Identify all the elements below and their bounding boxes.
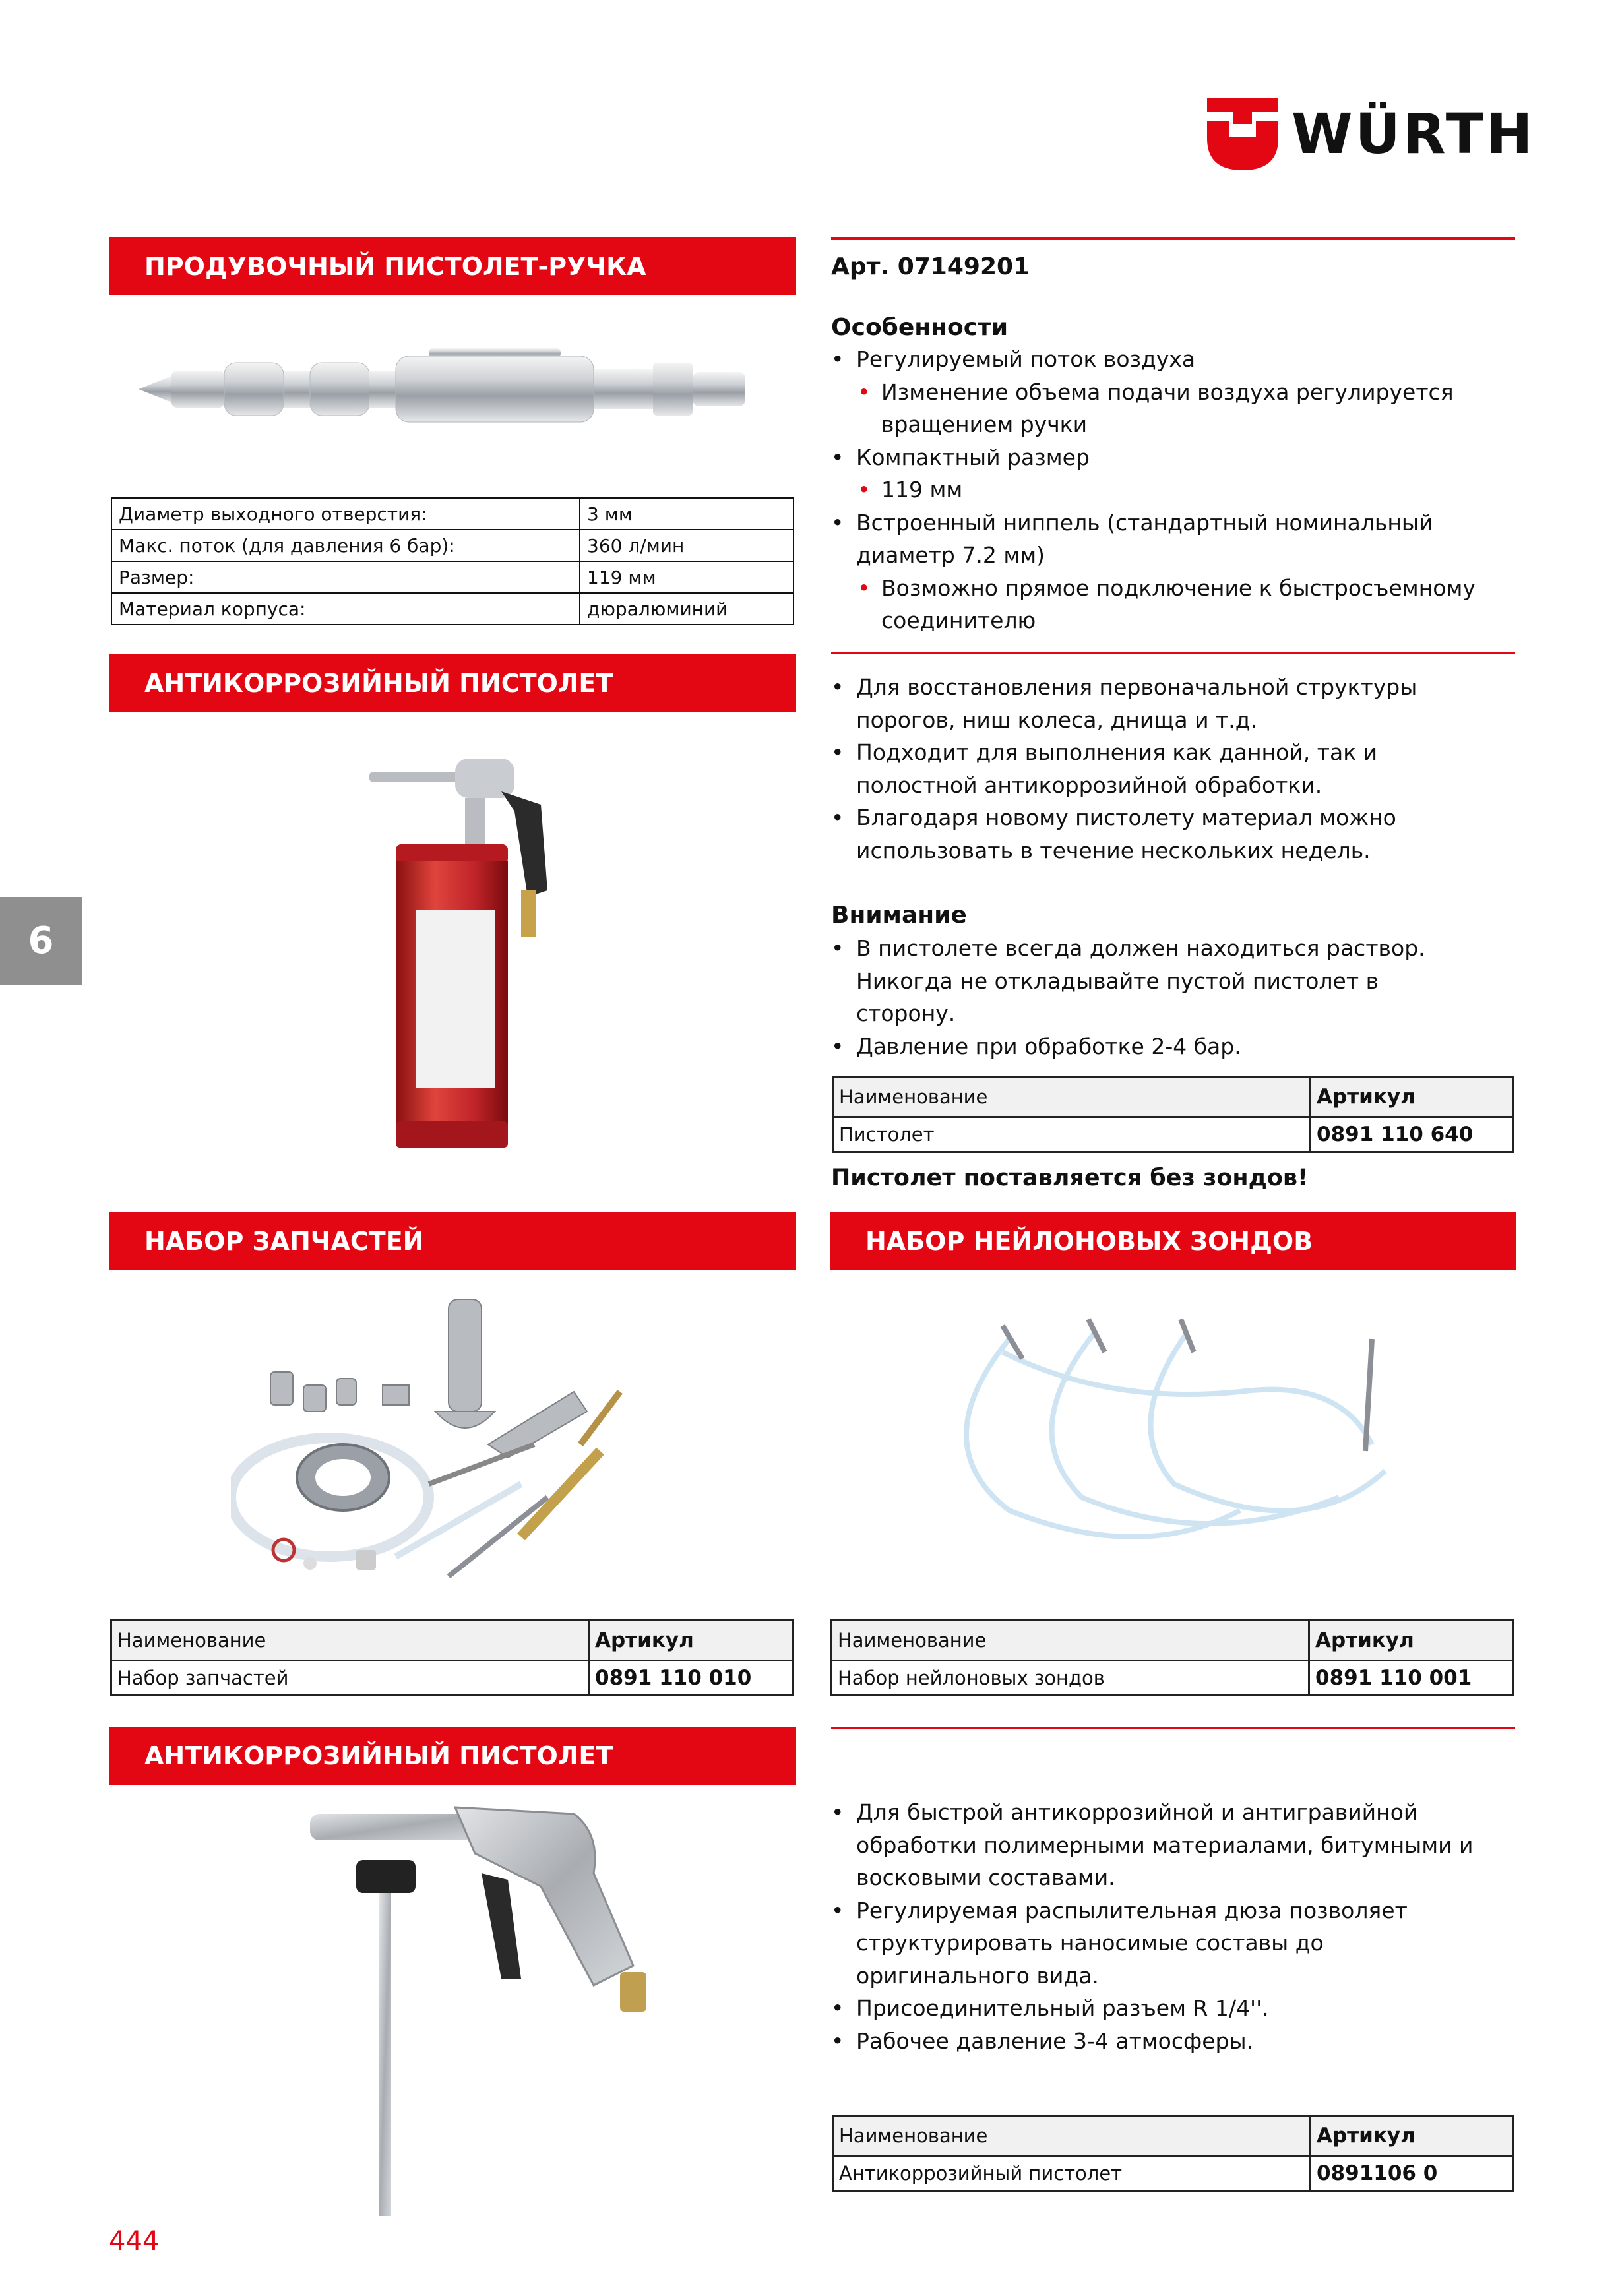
product-article: 0891 110 001 <box>1309 1661 1514 1696</box>
spec-label: Материал корпуса: <box>111 593 580 625</box>
spec-value: 360 л/мин <box>580 530 793 561</box>
table-row <box>833 1077 1514 1117</box>
features-list <box>831 343 1510 637</box>
section-tab: 6 <box>0 897 82 985</box>
spec-value: дюралюминий <box>580 593 793 625</box>
table-row <box>832 1621 1514 1661</box>
column-header-name: Наименование <box>832 1621 1309 1661</box>
product-article: 0891106 0 <box>1311 2156 1514 2191</box>
spare-parts-image <box>231 1286 739 1596</box>
spec-value: 3 мм <box>580 498 793 530</box>
warning-list <box>831 932 1517 1063</box>
wurth-logo <box>1207 98 1536 170</box>
wurth-wordmark: WÜRTH <box>1291 102 1536 166</box>
blow-gun-image <box>132 323 765 449</box>
divider <box>831 237 1515 240</box>
list-item: • 119 мм <box>831 474 1510 507</box>
table-row <box>111 593 793 625</box>
spec-value: 119 мм <box>580 561 793 593</box>
anticorrosion-list <box>831 671 1517 867</box>
probe-note: Пистолет поставляется без зондов! <box>831 1165 1308 1191</box>
column-header-article: Артикул <box>1311 2116 1514 2156</box>
warning-heading: Внимание <box>831 902 967 929</box>
list-item: • Подходит для выполнения как данной, так и полостной антикоррозийной обработки. <box>831 736 1489 801</box>
section-title-nylon-probes: НАБОР НЕЙЛОНОВЫХ ЗОНДОВ <box>830 1212 1516 1270</box>
product-name: Набор нейлоновых зондов <box>832 1661 1309 1696</box>
nylon-probes-image <box>910 1313 1438 1563</box>
table-row <box>833 1117 1514 1152</box>
table-row <box>833 2156 1514 2191</box>
underbody-gun-image <box>290 1794 673 2216</box>
column-header-article: Артикул <box>589 1621 793 1661</box>
page-number: 444 <box>109 2226 160 2256</box>
section-title-spare-parts: НАБОР ЗАПЧАСТЕЙ <box>109 1212 796 1270</box>
column-header-name: Наименование <box>111 1621 589 1661</box>
column-header-name: Наименование <box>833 2116 1311 2156</box>
spec-label: Макс. поток (для давления 6 бар): <box>111 530 580 561</box>
table-row <box>111 1661 793 1696</box>
divider <box>831 652 1515 654</box>
product-name: Антикоррозийный пистолет <box>833 2156 1311 2191</box>
column-header-name: Наименование <box>833 1077 1311 1117</box>
list-item: • Давление при обработке 2-4 бар. <box>831 1030 1517 1063</box>
list-item: • Встроенный ниппель (стандартный номинальный диаметр 7.2 мм) <box>831 507 1450 572</box>
canister-gun-image <box>350 732 600 1161</box>
nylon-probes-table <box>830 1619 1514 1696</box>
table-row <box>832 1661 1514 1696</box>
spec-table <box>111 497 794 625</box>
column-header-article: Артикул <box>1311 1077 1514 1117</box>
section-title-anticorrosion-gun: АНТИКОРРОЗИЙНЫЙ ПИСТОЛЕТ <box>109 654 796 712</box>
list-item: • Присоединительный разъем R 1/4''. <box>831 1992 1520 2025</box>
list-item: • Благодаря новому пистолету материал можно использовать в течение нескольких недель. <box>831 801 1423 867</box>
product-name: Набор запчастей <box>111 1661 589 1696</box>
product-article: 0891 110 640 <box>1311 1117 1514 1152</box>
divider <box>831 1727 1515 1729</box>
column-header-article: Артикул <box>1309 1621 1514 1661</box>
product-article: 0891 110 010 <box>589 1661 793 1696</box>
section-title-anticorrosion-gun-2: АНТИКОРРОЗИЙНЫЙ ПИСТОЛЕТ <box>109 1727 796 1785</box>
list-item: • Возможно прямое подключение к быстросъемному соединителю <box>831 572 1510 637</box>
article-number: Арт. 07149201 <box>831 253 1030 280</box>
table-row <box>111 561 793 593</box>
article-table <box>832 1076 1514 1153</box>
list-item: • Для восстановления первоначальной структуры порогов, ниш колеса, днища и т.д. <box>831 671 1517 736</box>
table-row <box>111 498 793 530</box>
spec-label: Диаметр выходного отверстия: <box>111 498 580 530</box>
list-item: • Компактный размер <box>831 441 1510 474</box>
list-item: • Регулируемая распылительная дюза позволяет структурировать наносимые составы до оригинального вида. <box>831 1894 1489 1993</box>
features-heading: Особенности <box>831 314 1009 341</box>
table-row <box>111 530 793 561</box>
list-item: • Регулируемый поток воздуха <box>831 343 1510 376</box>
list-item: • Для быстрой антикоррозийной и антигравийной обработки полимерными материалами, битумными и восковыми составами. <box>831 1796 1520 1894</box>
list-item: • В пистолете всегда должен находиться раствор. Никогда не откладывайте пустой пистолет в сторону. <box>831 932 1476 1030</box>
product-name: Пистолет <box>833 1117 1311 1152</box>
table-row <box>111 1621 793 1661</box>
spec-label: Размер: <box>111 561 580 593</box>
table-row <box>833 2116 1514 2156</box>
section-title-blow-gun: ПРОДУВОЧНЫЙ ПИСТОЛЕТ-РУЧКА <box>109 237 796 295</box>
list-item: • Изменение объема подачи воздуха регулируется вращением ручки <box>831 376 1510 441</box>
underbody-gun-list <box>831 1796 1520 2057</box>
underbody-gun-table <box>832 2115 1514 2192</box>
wurth-logo-icon <box>1207 98 1278 170</box>
list-item: • Рабочее давление 3-4 атмосферы. <box>831 2025 1520 2058</box>
spare-parts-table <box>110 1619 794 1696</box>
